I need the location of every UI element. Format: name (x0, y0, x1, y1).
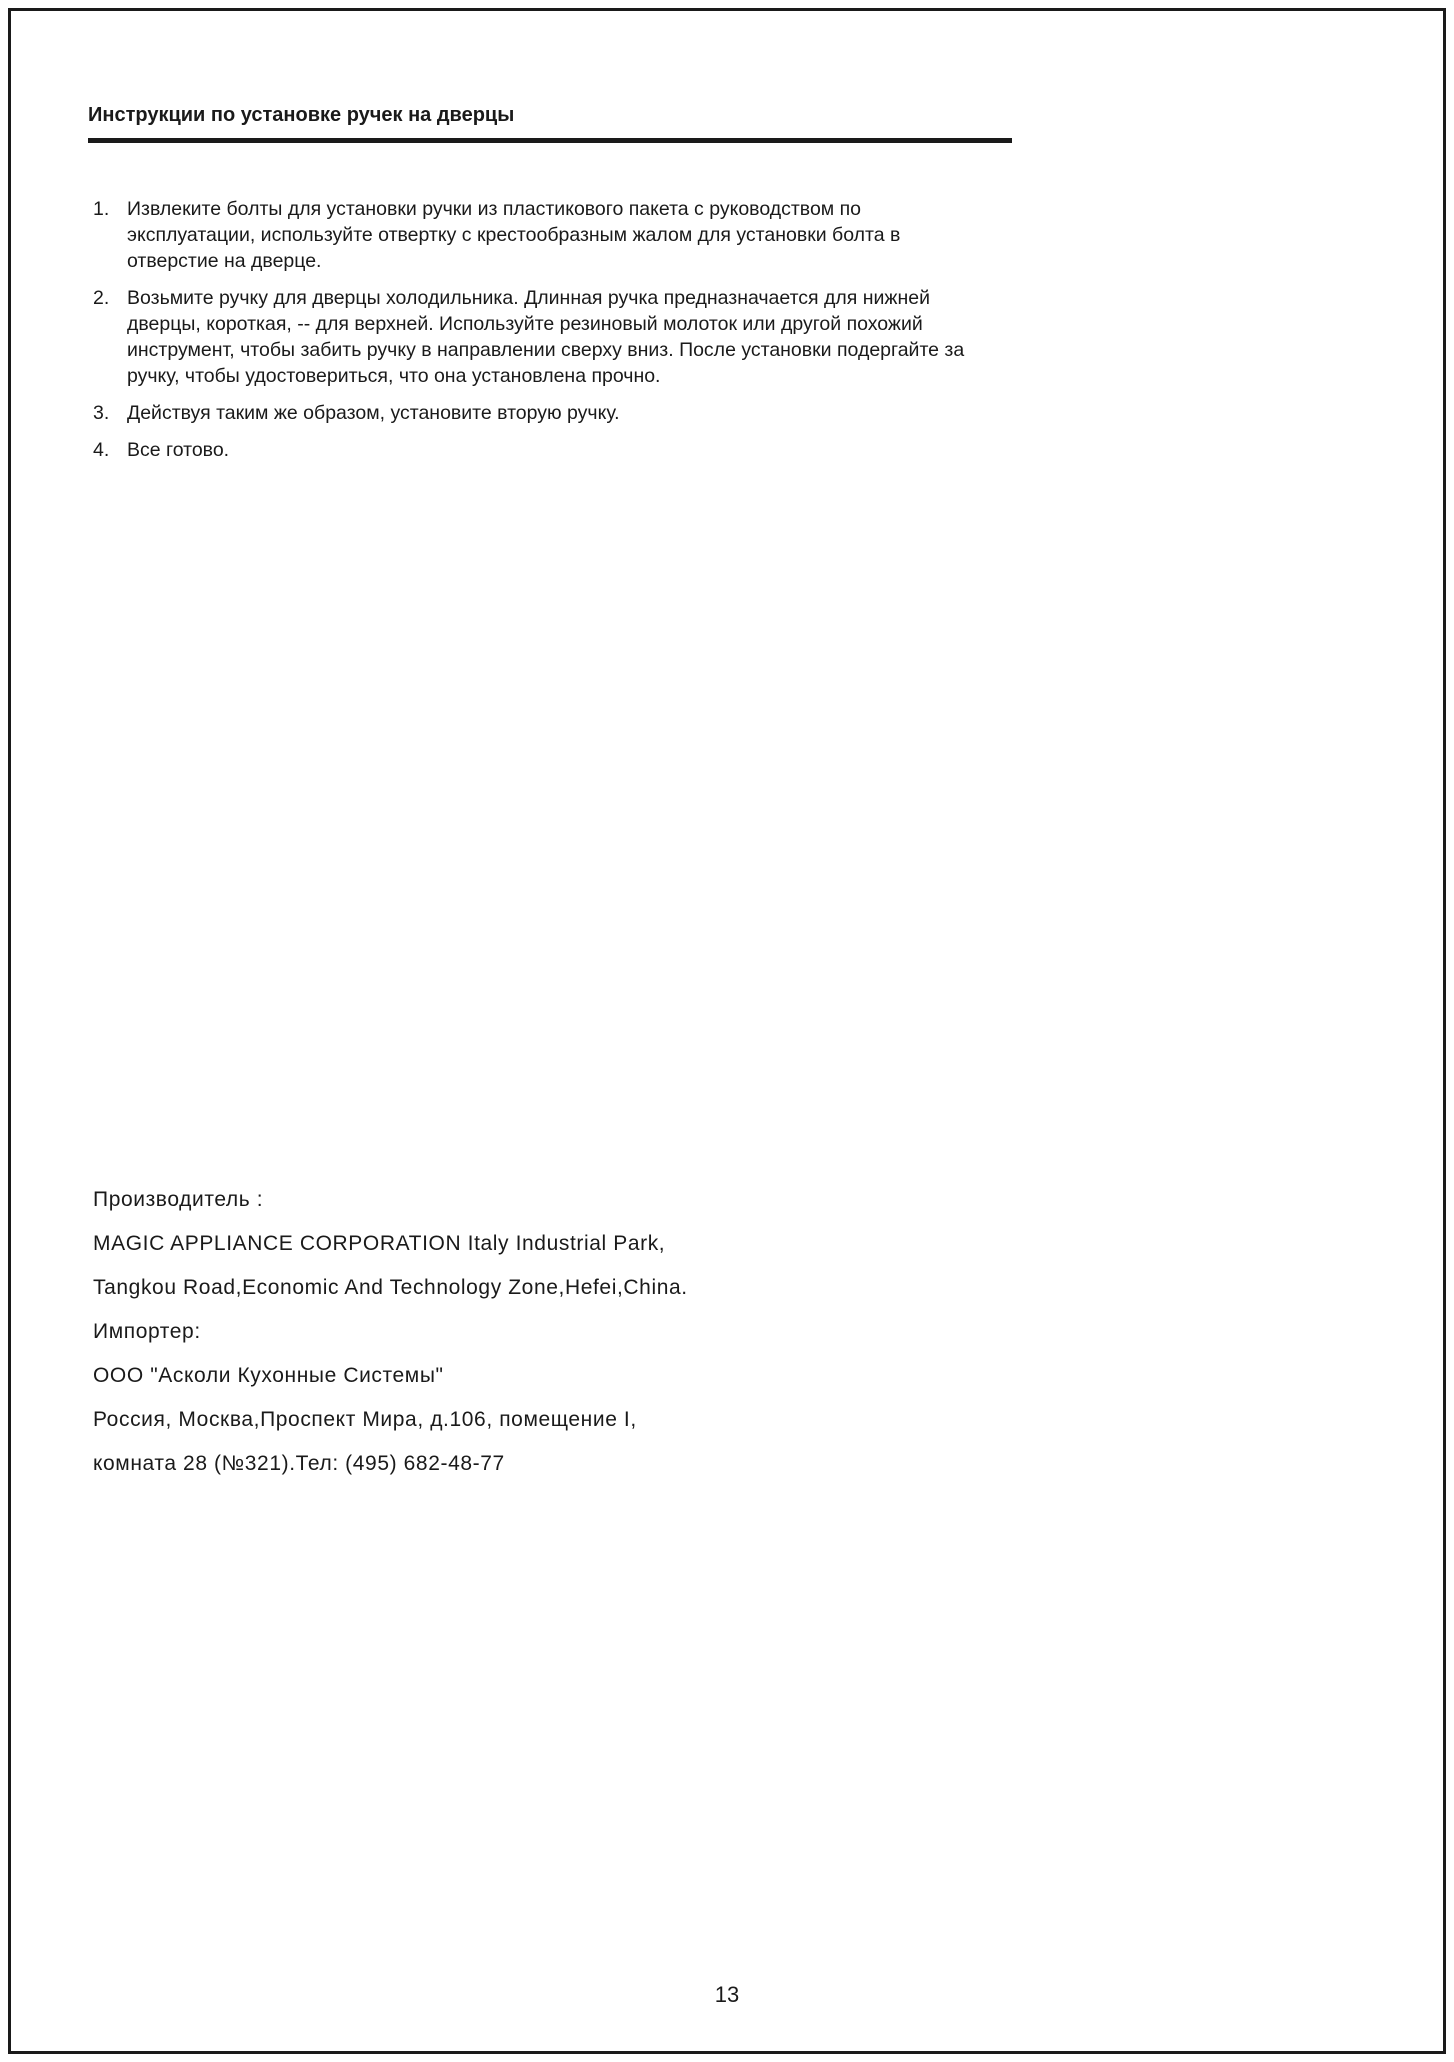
instruction-text: Возьмите ручку для дверцы холодильника. Длинная ручка предназначается для нижней дверцы, короткая, -- для верхней. Используйте резиновый молоток или другой похожий инструмент, чтобы забить ручку в направлении сверху вниз. После установки подергайте за ручку, чтобы удостовериться, что она установлена прочно. (127, 287, 965, 387)
instruction-item (93, 196, 978, 274)
importer-address-line2: комната 28 (№321).Тел: (495) 682-48-77 (93, 1452, 505, 1475)
page-title: Инструкции по установке ручек на дверцы (88, 104, 515, 126)
page-number: 13 (714, 1982, 740, 2007)
title-underline-rule (88, 138, 1012, 143)
instruction-number: 2. (93, 287, 110, 309)
manufacturer-name: MAGIC APPLIANCE CORPORATION Italy Industrial Park, (93, 1232, 666, 1255)
instruction-item (93, 437, 978, 463)
instruction-item (93, 285, 978, 389)
importer-label: Импортер: (93, 1320, 201, 1343)
manufacturer-info (93, 1178, 993, 1486)
manufacturer-address: Tangkou Road,Economic And Technology Zone,Hefei,China. (93, 1276, 688, 1299)
instruction-text: Извлеките болты для установки ручки из пластикового пакета с руководством по эксплуатации, используйте отвертку с крестообразным жалом для установки болта в отверстие на дверце. (127, 198, 901, 272)
instruction-number: 3. (93, 402, 110, 424)
instruction-number: 4. (93, 439, 110, 461)
instruction-text: Действуя таким же образом, установите вторую ручку. (127, 402, 620, 424)
manufacturer-label: Производитель : (93, 1188, 264, 1211)
instruction-item (93, 400, 978, 426)
importer-name: ООО "Асколи Кухонные Системы" (93, 1364, 444, 1387)
instruction-number: 1. (93, 198, 110, 220)
instruction-list (93, 196, 978, 474)
instruction-text: Все готово. (127, 439, 230, 461)
importer-address-line1: Россия, Москва,Проспект Мира, д.106, помещение I, (93, 1408, 637, 1431)
